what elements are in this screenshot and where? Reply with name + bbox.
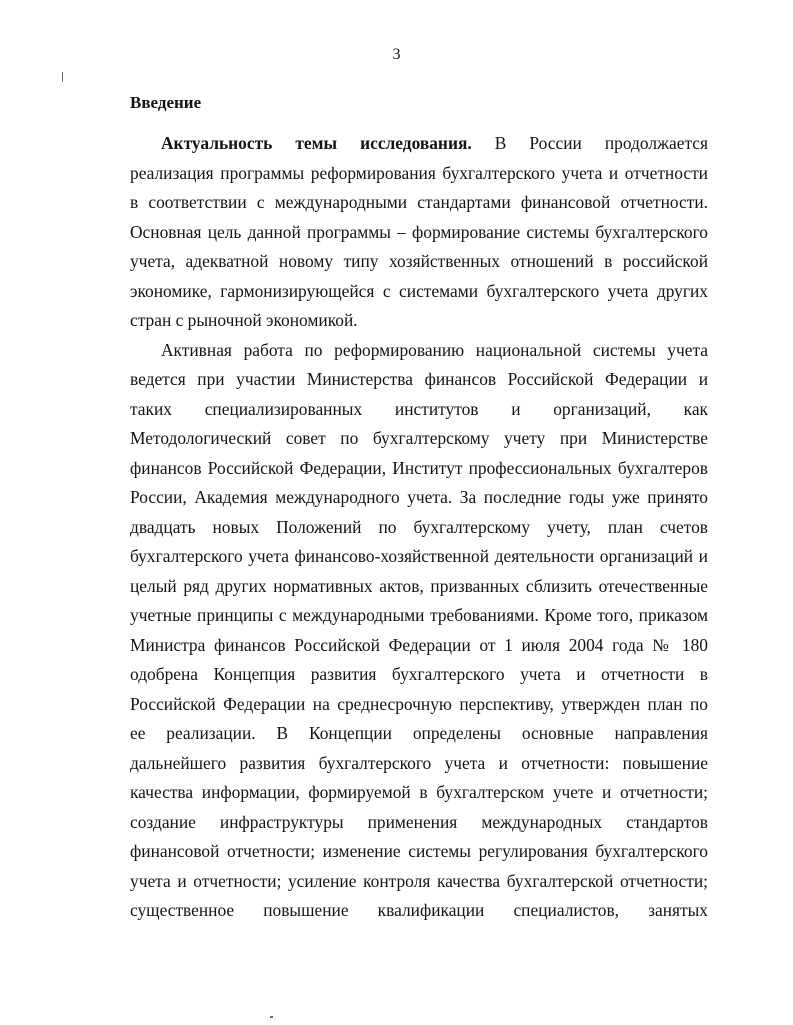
text-line [130,603,708,627]
text-line [130,692,708,716]
line-text: создание инфраструктуры применения международных стандартов [130,812,708,832]
text-line [130,898,708,922]
line-text: финансовой отчетности; изменение системы регулирования бухгалтерского [130,841,708,861]
text-line [130,426,708,450]
line-text: Российской Федерации на среднесрочную перспективу, утвержден план по [130,694,708,714]
line-text: ведется при участии Министерства финансов Российской Федерации и [130,369,708,389]
line-text: в соответствии с международными стандартами финансовой отчетности. [130,192,708,212]
text-line [130,161,708,185]
text-line [130,279,708,303]
text-line [130,515,708,539]
line-text: бухгалтерского учета финансово-хозяйственной деятельности организаций и [130,546,708,566]
line-text: Активная работа по реформированию национальной системы учета [161,340,708,360]
line-text: учетные принципы с международными требованиями. Кроме того, приказом [130,605,708,625]
text-line [130,780,708,804]
text-line [130,544,708,568]
line-text: одобрена Концепция развития бухгалтерского учета и отчетности в [130,664,708,684]
scan-mark-left [62,72,63,82]
text-line [130,308,708,332]
text-line [130,869,708,893]
section-heading: Введение [130,93,202,112]
line-text: таких специализированных институтов и организаций, как [130,399,708,419]
text-line [130,456,708,480]
text-line [130,574,708,598]
line-text: экономике, гармонизирующейся с системами бухгалтерского учета других [130,281,708,301]
line-text: Основная цель данной программы – формирование системы бухгалтерского [130,222,708,242]
line-text: учета и отчетности; усиление контроля качества бухгалтерской отчетности; [130,871,708,891]
scan-mark-bottom [270,1016,273,1018]
text-line [130,839,708,863]
text-line [130,190,708,214]
lead-phrase: Актуальность темы исследования. [161,133,472,153]
line-text: Министра финансов Российской Федерации от 1 июля 2004 года № 180 [130,635,708,655]
text-line [130,249,708,273]
line-text: В России продолжается [471,133,709,153]
line-text: двадцать новых Положений по бухгалтерскому учету, план счетов [130,517,708,537]
line-text: России, Академия международного учета. За последние годы уже принято [130,487,708,507]
line-text: финансов Российской Федерации, Институт профессиональных бухгалтеров [130,458,708,478]
text-line [130,220,708,244]
line-text: дальнейшего развития бухгалтерского учета и отчетности: повышение [130,753,708,773]
text-line [130,485,708,509]
text-line [130,633,708,657]
line-text: реализация программы реформирования бухгалтерского учета и отчетности [130,163,708,183]
line-text: целый ряд других нормативных актов, призванных сблизить отечественные [130,576,708,596]
line-text: учета, адекватной новому типу хозяйственных отношений в российской [130,251,708,271]
text-line [130,810,708,834]
text-line [130,751,708,775]
line-text: Методологический совет по бухгалтерскому учету при Министерстве [130,428,708,448]
line-text: стран с рыночной экономикой. [130,310,358,330]
text-line [161,338,708,362]
text-line [130,397,708,421]
line-text: ее реализации. В Концепции определены основные направления [130,723,708,743]
line-text: существенное повышение квалификации специалистов, занятых [130,900,708,920]
page-number: 3 [392,46,401,63]
text-line [130,662,708,686]
line-text: качества информации, формируемой в бухгалтерском учете и отчетности; [130,782,708,802]
text-line [161,131,708,155]
text-line [130,367,708,391]
text-line [130,721,708,745]
